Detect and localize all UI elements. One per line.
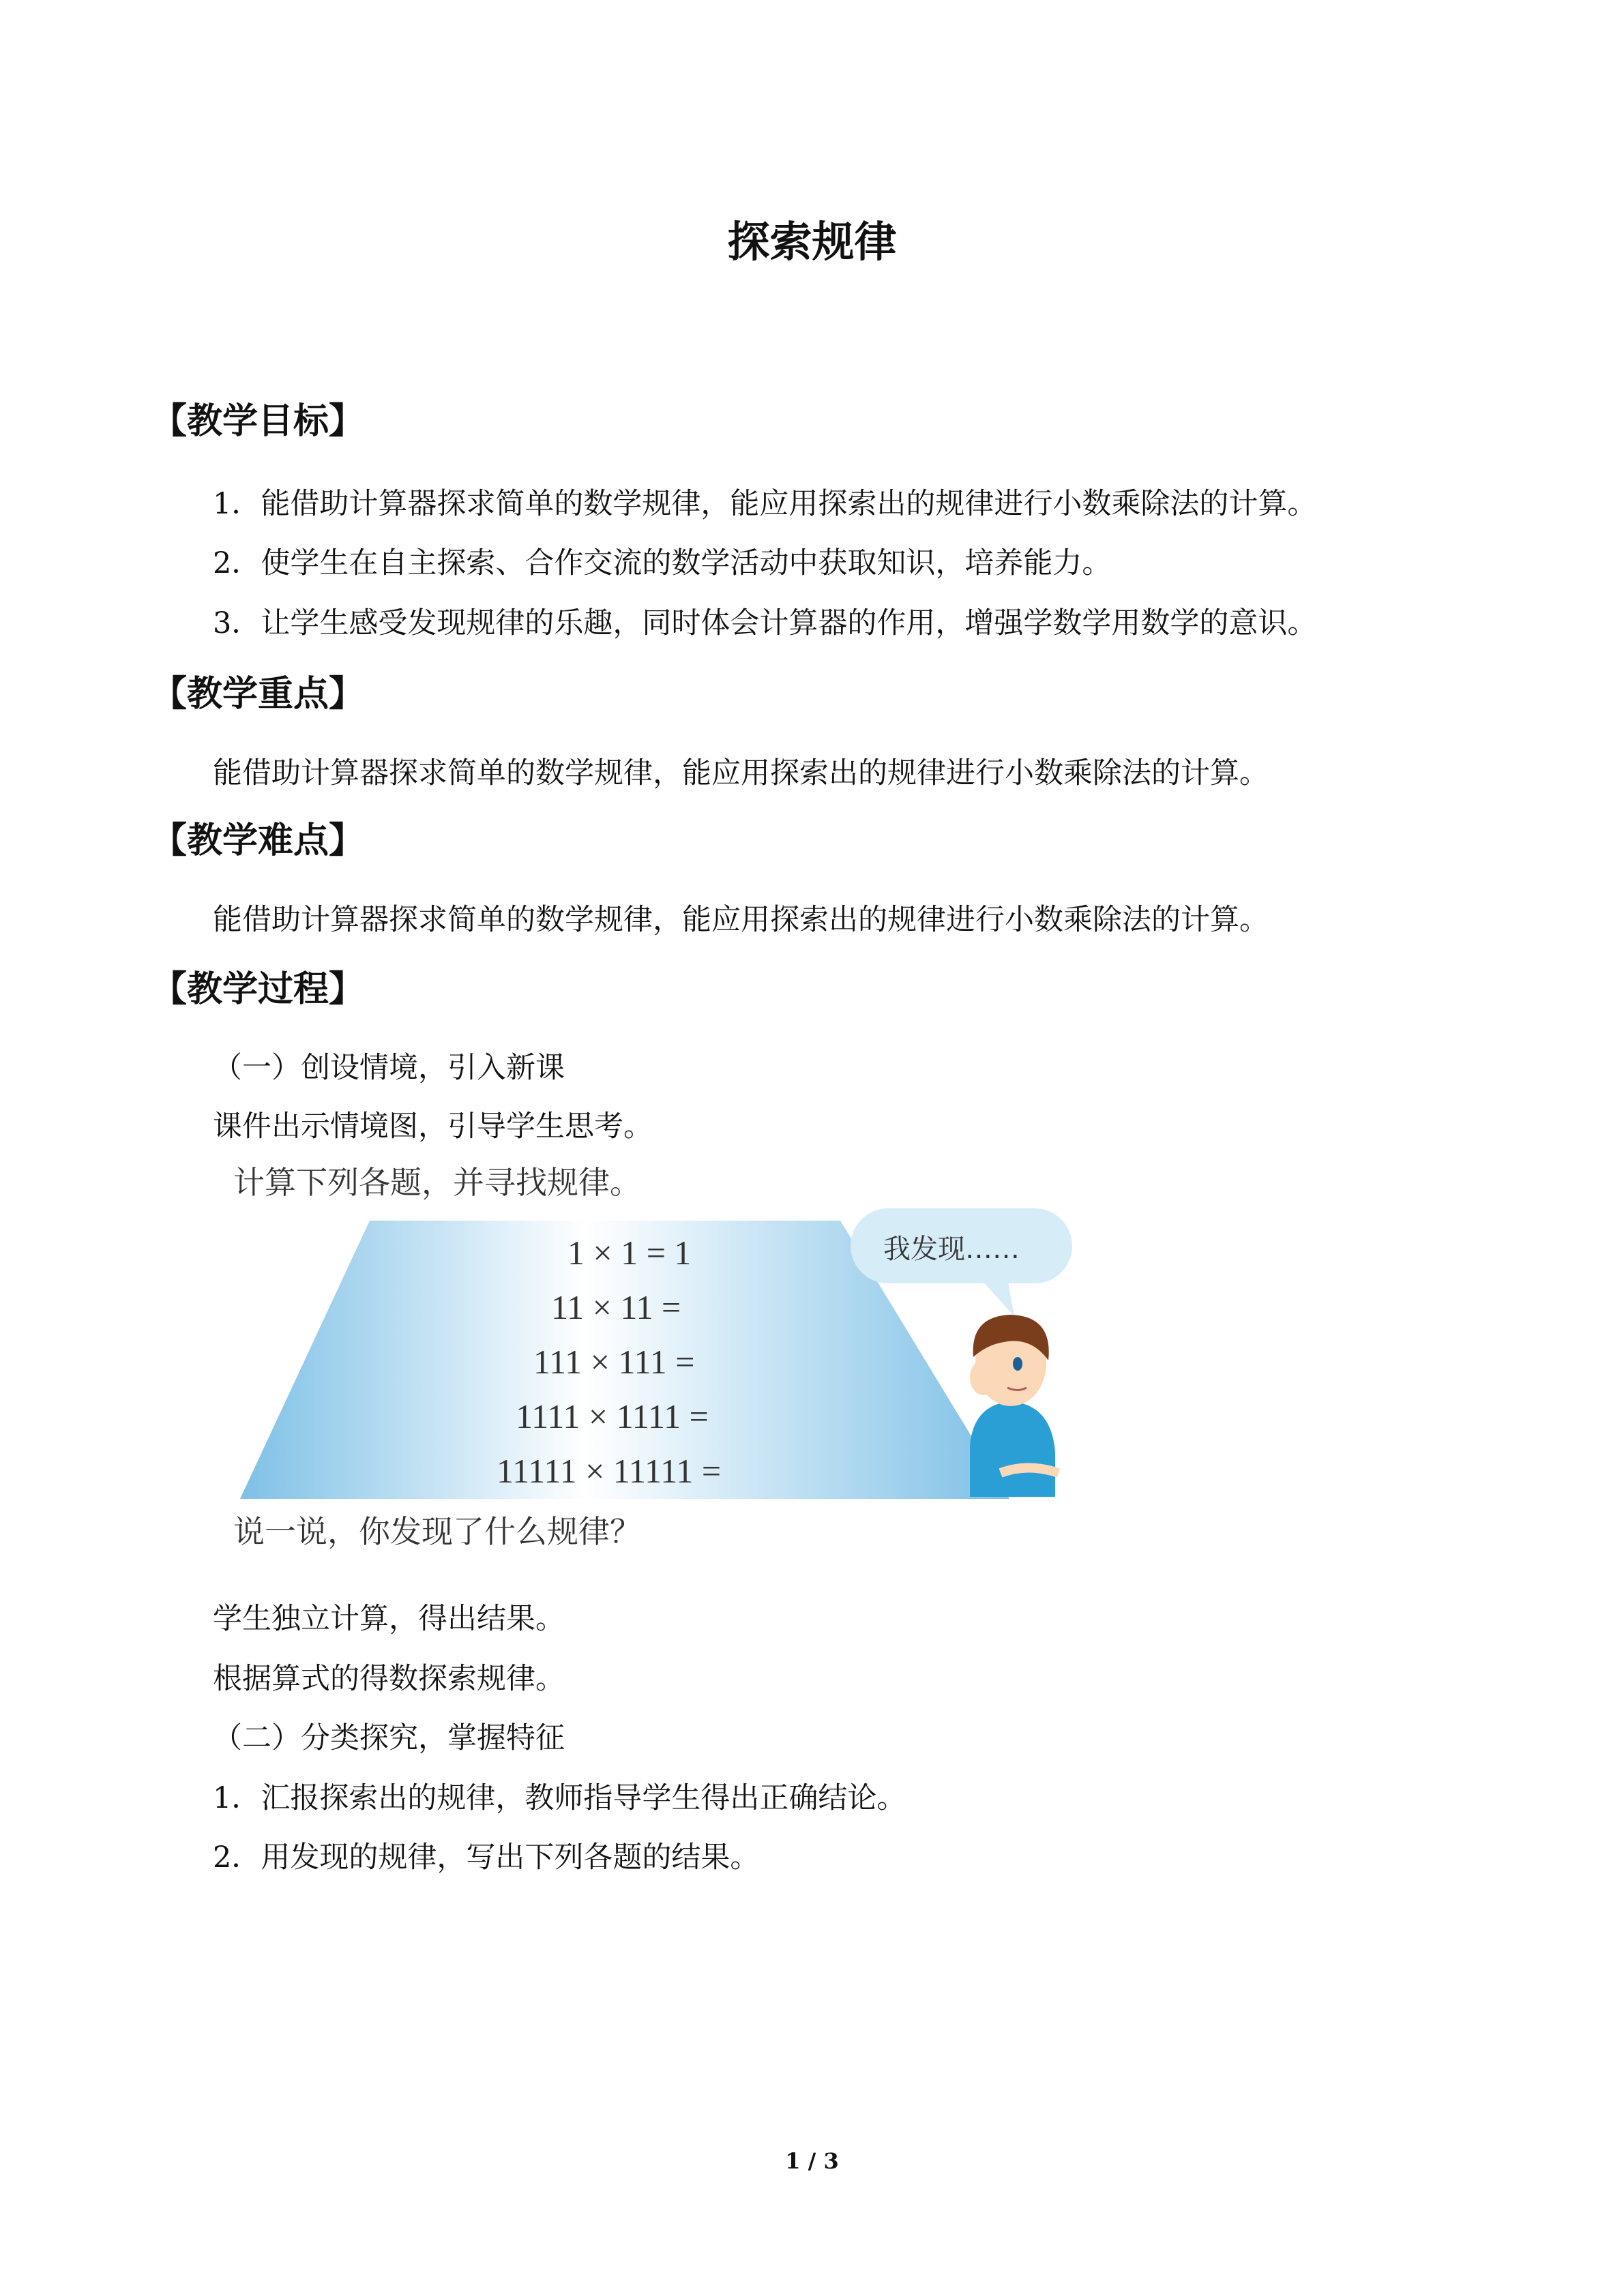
heading-difficulties: 【教学难点】 xyxy=(151,820,365,861)
step2-item-1: 1．汇报探索出的规律，教师指导学生得出正确结论。 xyxy=(213,1781,906,1815)
boy-illustration xyxy=(970,1315,1059,1497)
figure-bottom-text: 说一说，你发现了什么规律？ xyxy=(233,1513,641,1550)
equation-3: 111 × 111 = xyxy=(533,1343,695,1381)
step1-line: 课件出示情境图，引导学生思考。 xyxy=(213,1109,653,1144)
equation-1: 1 × 1 = 1 xyxy=(567,1234,692,1272)
equation-4: 1111 × 1111 = xyxy=(516,1397,709,1435)
page-title: 探索规律 xyxy=(727,217,897,267)
equation-2: 11 × 11 = xyxy=(551,1288,681,1326)
key-points-text: 能借助计算器探求简单的数学规律，能应用探索出的规律进行小数乘除法的计算。 xyxy=(213,756,1269,790)
goal-item-1: 1．能借助计算器探求简单的数学规律，能应用探索出的规律进行小数乘除法的计算。 xyxy=(213,487,1317,521)
goal-item-2: 2．使学生在自主探索、合作交流的数学活动中获取知识，培养能力。 xyxy=(213,546,1112,580)
equation-5: 11111 × 11111 = xyxy=(497,1452,722,1490)
after-figure-line-1: 学生独立计算，得出结果。 xyxy=(213,1602,565,1636)
step1-title: （一）创设情境，引入新课 xyxy=(213,1051,565,1085)
heading-goals: 【教学目标】 xyxy=(151,401,365,442)
goal-item-3: 3．让学生感受发现规律的乐趣，同时体会计算器的作用，增强学数学用数学的意识。 xyxy=(213,606,1317,640)
step2-title: （二）分类探究，掌握特征 xyxy=(213,1721,565,1755)
heading-process: 【教学过程】 xyxy=(151,969,365,1010)
page-number: 1 / 3 xyxy=(785,2148,839,2174)
difficulties-text: 能借助计算器探求简单的数学规律，能应用探索出的规律进行小数乘除法的计算。 xyxy=(213,903,1269,937)
figure-top-text: 计算下列各题，并寻找规律。 xyxy=(233,1164,641,1201)
heading-key-points: 【教学重点】 xyxy=(151,674,365,715)
after-figure-line-2: 根据算式的得数探索规律。 xyxy=(213,1662,565,1696)
step2-item-2: 2．用发现的规律，写出下列各题的结果。 xyxy=(213,1840,760,1875)
speech-bubble-text: 我发现…… xyxy=(883,1234,1020,1265)
